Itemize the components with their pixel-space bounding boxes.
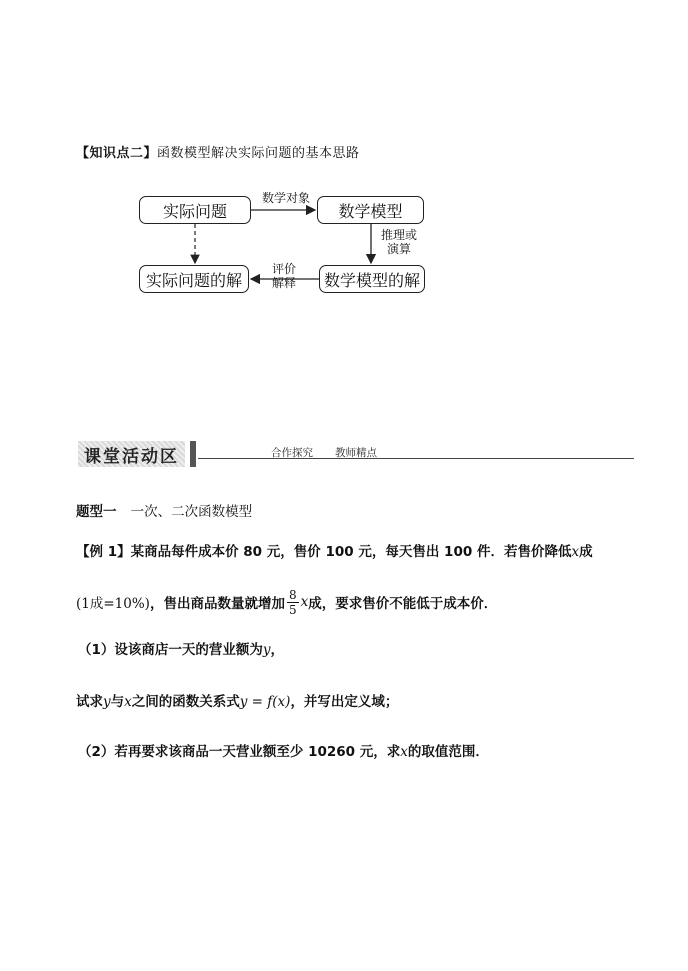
- part1c-a: 试求: [76, 694, 103, 710]
- var-x: x: [571, 544, 580, 560]
- box-real-problem-solution: 实际问题的解: [139, 265, 249, 293]
- question-type-heading: [76, 500, 252, 520]
- fraction-numerator: 8: [288, 587, 297, 602]
- part1c-c: 之间的函数关系式: [131, 694, 240, 710]
- part1-end: ，: [270, 642, 285, 658]
- label-evaluate-line2: 解释: [271, 276, 296, 290]
- example-line2-text: ，售出商品数量就增加: [149, 596, 285, 612]
- var-x-2: x: [300, 594, 309, 610]
- example-line2-end: 成，要求售价不能低于成本价．: [308, 596, 498, 612]
- label-math-object: 数学对象: [261, 191, 310, 205]
- example-label: 【例 1】: [76, 544, 131, 560]
- var-y: y: [262, 642, 271, 658]
- var-x-3: x: [124, 694, 132, 710]
- example-line1-end: 成: [579, 544, 593, 560]
- knowledge-point-label: 【知识点二】: [76, 146, 158, 161]
- box-math-model: 数学模型: [317, 196, 424, 224]
- part1c-b: 与: [110, 694, 125, 710]
- part-2: [78, 740, 489, 760]
- label-evaluate-line1: 评价: [271, 262, 296, 276]
- part1-text: （1）设该商店一天的营业额为: [78, 642, 263, 658]
- box-math-model-solution: 数学模型的解: [319, 265, 425, 293]
- section-subtitle-cooperate: 合作探究: [271, 447, 313, 459]
- example-line-1: [76, 540, 593, 560]
- section-title: 课堂活动区: [78, 441, 185, 467]
- fraction-denominator: 5: [288, 602, 297, 617]
- question-type-text: 一次、二次函数模型: [130, 504, 253, 520]
- label-evaluate: [264, 262, 304, 290]
- label-reasoning-line1: 推理或: [380, 228, 417, 242]
- var-x-4: x: [400, 744, 408, 760]
- example-line1-text: 某商品每件成本价 80 元，售价 100 元，每天售出 100 件．若售价降低: [130, 544, 572, 560]
- fraction-eight-fifths: [287, 588, 299, 617]
- part2-end: 的取值范围．: [407, 744, 489, 760]
- part2-text: （2）若再要求该商品一天营业额至少 10260 元，求: [78, 744, 401, 760]
- label-reasoning: [374, 228, 424, 256]
- section-subtitle-teacher: 教师精点: [335, 447, 377, 459]
- ratio-definition: (1成=10%): [76, 596, 150, 612]
- part1c-d: ，并写出定义域；: [290, 694, 399, 710]
- section-divider: [198, 458, 634, 459]
- part-1-line-1: [78, 638, 284, 658]
- part-1-line-2: [76, 690, 398, 710]
- section-subtitle: [271, 445, 399, 460]
- var-y-2: y: [103, 694, 111, 710]
- section-header: [78, 441, 634, 467]
- function-expression: y = f(x): [239, 694, 291, 710]
- label-reasoning-line2: 演算: [386, 242, 411, 256]
- section-title-bar: [190, 441, 196, 467]
- question-type-label: 题型一: [76, 504, 117, 520]
- box-real-problem: 实际问题: [139, 196, 251, 224]
- knowledge-point-text: 函数模型解决实际问题的基本思路: [157, 146, 360, 161]
- example-line-2: [76, 582, 497, 622]
